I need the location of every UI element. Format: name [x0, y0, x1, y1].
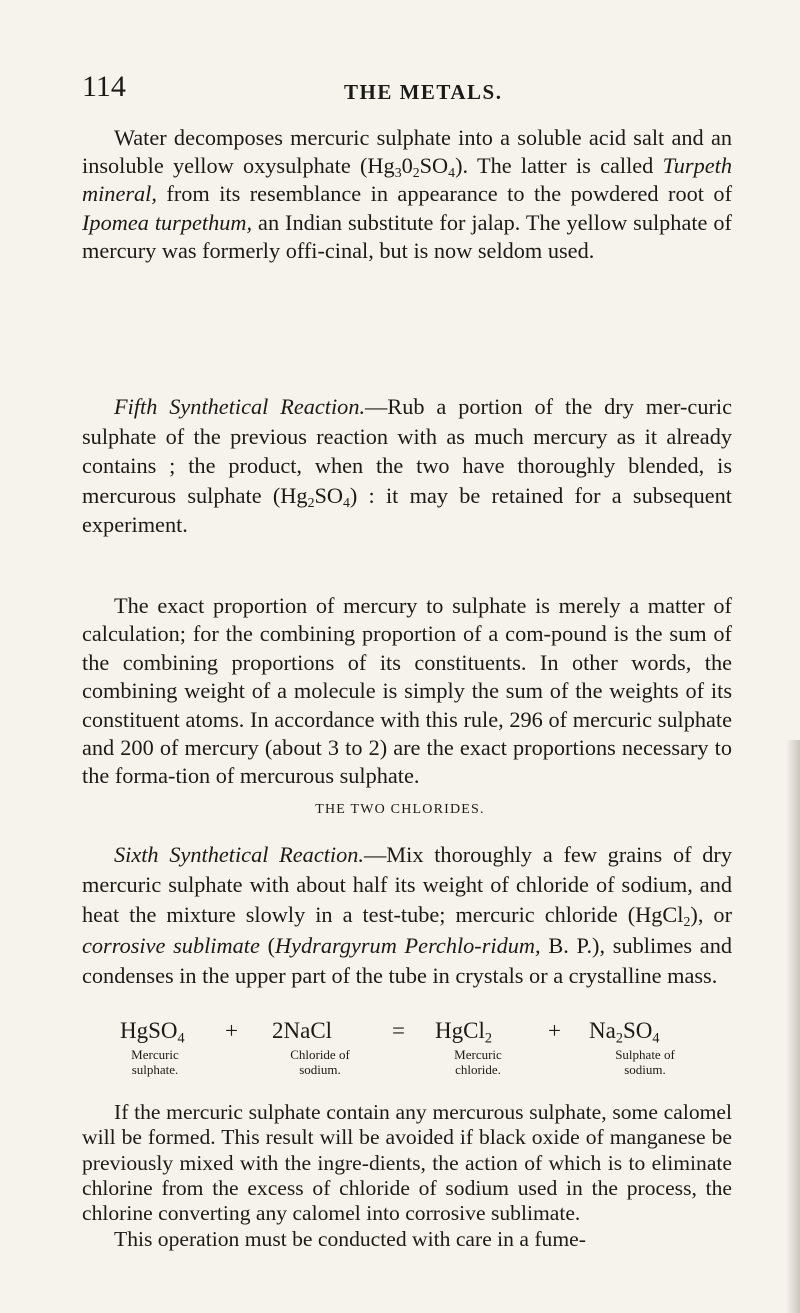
- equation-term-mercuric-chloride: HgCl$_2$: [435, 1018, 492, 1047]
- paragraph-exact-proportion: The exact proportion of mercury to sulphate is merely a matter of calculation; for the combining proportion of a com-pound is the sum of the combining proportions of its constituents. In other words, the combining weight of a molecule is simply the sum of the weights of its constituent atoms. In accordance with this rule, 296 of mercuric sulphate and 200 of mercury (about 3 to 2) are the exact proportions necessary to the forma-tion of mercurous sulphate.: [82, 593, 732, 789]
- caption-mercuric-sulphate: Mercuric sulphate.: [131, 1047, 179, 1077]
- paragraph-operation: This operation must be conducted with care in a fume-: [114, 1227, 586, 1251]
- paragraph-calomel: If the mercuric sulphate contain any mercurous sulphate, some calomel will be formed. This result will be avoided if black oxide of manganese be previously mixed with the ingre-dients, the action of which is to eliminate chlorine from the excess of chloride of sodium used in the process, the chlorine converting any calomel into corrosive sublimate.: [82, 1100, 732, 1226]
- equals-sign: =: [392, 1018, 405, 1043]
- caption-sulphate-of-sodium: Sulphate of sodium.: [615, 1047, 675, 1077]
- plus-sign: +: [548, 1018, 561, 1043]
- equation-term-mercuric-sulphate: HgSO$_4$: [120, 1018, 185, 1047]
- chemical-equation: [120, 1018, 740, 1078]
- page-edge-shadow: [786, 740, 800, 1313]
- paragraph-fifth-reaction: Fifth Synthetical Reaction.—Rub a portion of the dry mer-curic sulphate of the previous reaction with as much mercury as it already contains ; the product, when the two have thoroughly blended, is mercurous sulphate $(Hg_2SO_4)$ : it may be retained for a subsequent experiment.: [82, 394, 732, 537]
- caption-chloride-of-sodium: Chloride of sodium.: [290, 1047, 350, 1077]
- plus-sign: +: [225, 1018, 238, 1043]
- page-header: [82, 70, 732, 110]
- reaction-title: Fifth Synthetical Reaction.: [114, 394, 366, 419]
- page-number: 114: [82, 70, 126, 103]
- reaction-title: Sixth Synthetical Reaction.: [114, 842, 364, 867]
- caption-mercuric-chloride: Mercuric chloride.: [454, 1047, 502, 1077]
- paragraph-water-decomposes: Water decomposes mercuric sulphate into a soluble acid salt and an insoluble yellow oxysulphate $(Hg_30_2SO_4)$. The latter is called Turpeth mineral, from its resemblance in appearance to the powdered root of Ipomea turpethum, an Indian substitute for jalap. The yellow sulphate of mercury was formerly offi-cinal, but is now seldom used.: [82, 125, 732, 263]
- equation-term-sodium-sulphate: $Na_2SO_4$: [589, 1018, 660, 1047]
- equation-term-sodium-chloride: 2NaCl: [272, 1018, 333, 1043]
- paragraph-sixth-reaction: Sixth Synthetical Reaction.—Mix thoroughly a few grains of dry mercuric sulphate with about half its weight of chloride of sodium, and heat the mixture slowly in a test-tube; mercuric chloride (HgCl$_2$), or corrosive sublimate (Hydrargyrum Perchlo-ridum, B. P.), sublimes and condenses in the upper part of the tube in crystals or a crystalline mass.: [82, 842, 733, 988]
- running-title: THE METALS.: [344, 80, 503, 104]
- section-heading: THE TWO CHLORIDES.: [315, 802, 485, 817]
